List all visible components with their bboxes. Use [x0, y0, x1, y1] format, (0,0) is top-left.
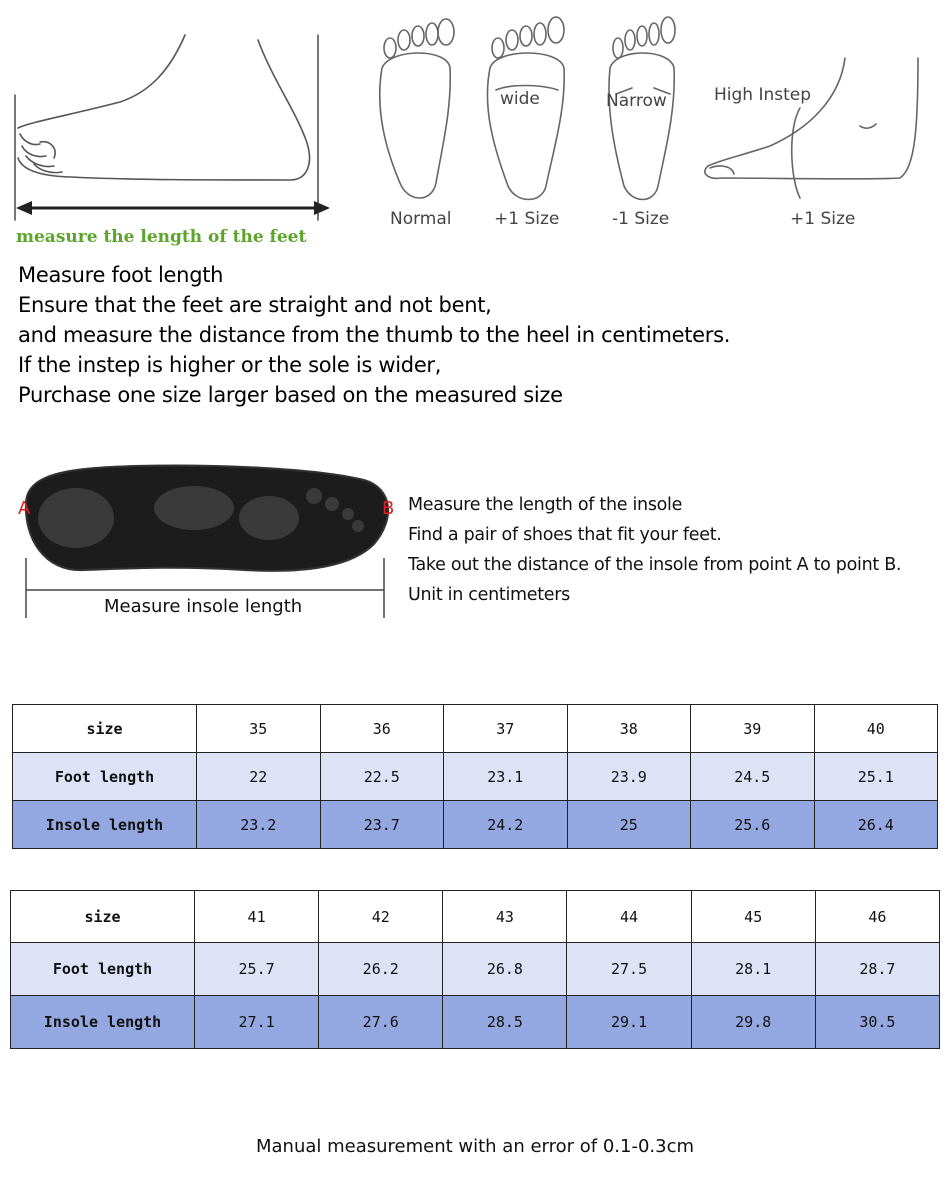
insole-instruction-line: Take out the distance of the insole from point A to point B.: [408, 555, 902, 575]
high-instep-note: High Instep: [714, 85, 812, 105]
insole-instruction-line: Find a pair of shoes that fit your feet.: [408, 525, 722, 545]
row-label: size: [11, 891, 195, 943]
table-cell: 26.4: [814, 801, 938, 849]
table-cell: 45: [691, 891, 815, 943]
table-cell: 24.2: [444, 801, 568, 849]
table-cell: 22: [197, 753, 321, 801]
row-label: Insole length: [11, 996, 195, 1049]
table-cell: 29.1: [567, 996, 691, 1049]
wide-size-label: +1 Size: [494, 209, 560, 229]
instruction-line: Ensure that the feet are straight and not bent,: [18, 293, 492, 317]
table-cell: 23.9: [567, 753, 691, 801]
table-row: [13, 705, 938, 753]
table-row: [13, 801, 938, 849]
table-cell: 26.2: [319, 943, 443, 996]
table-cell: 27.1: [195, 996, 319, 1049]
foot-top-outline: [18, 35, 185, 128]
table-cell: 29.8: [691, 996, 815, 1049]
table-cell: 26.8: [443, 943, 567, 996]
high-instep-size-label: +1 Size: [790, 209, 856, 229]
footer-note: Manual measurement with an error of 0.1-0.3cm: [255, 1136, 695, 1157]
instructions-block: [18, 260, 730, 410]
table-cell: 44: [567, 891, 691, 943]
point-a-label: A: [18, 498, 31, 519]
normal-size-label: Normal: [390, 209, 452, 229]
table-cell: 30.5: [815, 996, 939, 1049]
high-instep-foot-icon: [705, 58, 918, 198]
table-cell: 42: [319, 891, 443, 943]
size-table-35-40: [12, 704, 938, 849]
insole-instruction-line: Measure the length of the insole: [408, 495, 683, 515]
table-cell: 22.5: [320, 753, 444, 801]
measurement-arrow: [16, 201, 330, 215]
table-cell: 35: [197, 705, 321, 753]
table-row: [11, 943, 940, 996]
row-label: size: [13, 705, 197, 753]
measure-feet-caption: measure the length of the feet: [16, 227, 307, 247]
table-cell: 23.7: [320, 801, 444, 849]
insole-illustration: [14, 458, 404, 618]
narrow-note: Narrow: [606, 91, 667, 111]
wide-note: wide: [500, 89, 540, 109]
table-cell: 39: [691, 705, 815, 753]
table-cell: 23.2: [197, 801, 321, 849]
row-label: Insole length: [13, 801, 197, 849]
table-cell: 40: [814, 705, 938, 753]
instruction-line: Purchase one size larger based on the measured size: [18, 383, 563, 407]
foot-side-illustration: [10, 30, 340, 225]
table-cell: 41: [195, 891, 319, 943]
foot-types-illustration: [370, 8, 930, 238]
table-cell: 43: [443, 891, 567, 943]
point-b-label: B: [382, 498, 395, 519]
table-cell: 28.1: [691, 943, 815, 996]
table-cell: 38: [567, 705, 691, 753]
table-row: [13, 753, 938, 801]
table-cell: 36: [320, 705, 444, 753]
table-cell: 46: [815, 891, 939, 943]
table-cell: 23.1: [444, 753, 568, 801]
table-cell: 25.6: [691, 801, 815, 849]
table-row: [11, 996, 940, 1049]
table-cell: 27.6: [319, 996, 443, 1049]
normal-foot-icon: [380, 19, 454, 198]
insole-instructions: [408, 490, 901, 610]
insole-instruction-line: Unit in centimeters: [408, 585, 570, 605]
table-cell: 25.7: [195, 943, 319, 996]
instruction-line: Measure foot length: [18, 263, 224, 287]
table-row: [11, 891, 940, 943]
narrow-size-label: -1 Size: [612, 209, 670, 229]
table-cell: 25.1: [814, 753, 938, 801]
table-cell: 28.7: [815, 943, 939, 996]
instruction-line: and measure the distance from the thumb to the heel in centimeters.: [18, 323, 731, 347]
table-cell: 37: [444, 705, 568, 753]
table-cell: 25: [567, 801, 691, 849]
row-label: Foot length: [11, 943, 195, 996]
size-table-41-46: [10, 890, 940, 1049]
foot-sole-outline: [18, 40, 309, 180]
table-cell: 24.5: [691, 753, 815, 801]
insole-caption: Measure insole length: [104, 596, 303, 617]
table-cell: 28.5: [443, 996, 567, 1049]
table-cell: 27.5: [567, 943, 691, 996]
instruction-line: If the instep is higher or the sole is wider,: [18, 353, 442, 377]
row-label: Foot length: [13, 753, 197, 801]
